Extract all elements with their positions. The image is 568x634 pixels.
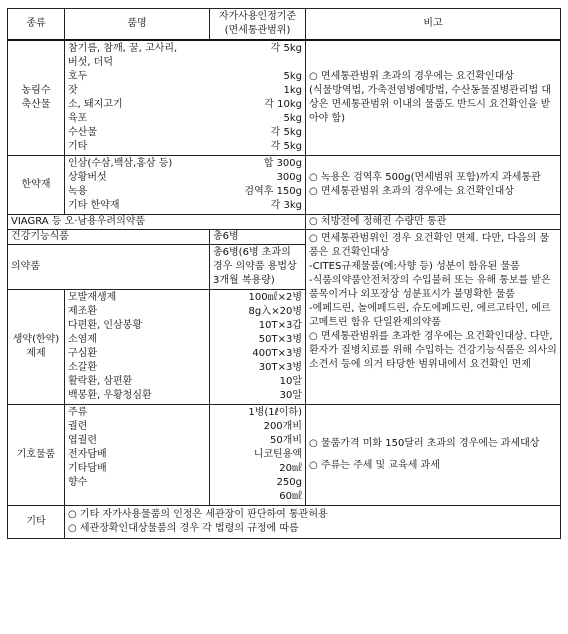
customs-allowance-table: [7, 8, 561, 539]
list-item: 400T×3병: [252, 348, 302, 359]
list-item: 10알: [279, 376, 302, 387]
list-item: 소염제: [68, 334, 97, 345]
list-item: 30T×3병: [258, 362, 302, 373]
list-item: 기타담배: [68, 463, 107, 474]
herbal-section: [8, 156, 561, 215]
list-item: 모발재생제: [68, 292, 117, 303]
agri-section: [8, 40, 561, 156]
list-item: 향수: [68, 477, 88, 488]
list-item: 20㎖: [279, 463, 302, 474]
luxury-section: [8, 405, 561, 506]
list-item: 다편환, 인삼봉황: [68, 320, 142, 331]
list-item: 50T×3병: [258, 334, 302, 345]
herbal-remarks: ○ 녹용은 검역후 500g(면세범위 포함)까지 과세통관 ○ 면세통관범위 초과의 경우에는 요건확인대상: [306, 156, 561, 215]
medicine-items: [65, 290, 210, 405]
list-item: 백봉환, 우황청심환: [68, 390, 152, 401]
list-item: 니코틴용액: [253, 449, 302, 460]
list-item: [68, 490, 206, 504]
list-item: 60㎖: [279, 491, 302, 502]
list-item: 녹용 검역후 150g: [68, 186, 302, 197]
viagra-row: [8, 215, 561, 230]
other-row: [8, 506, 561, 539]
list-item: 200개비: [263, 421, 302, 432]
list-item: 호두 5kg: [68, 71, 302, 82]
health-food-limit: 총6병: [210, 230, 306, 245]
agri-category-line2: 축산물: [21, 99, 51, 110]
header-remarks: 비고: [306, 9, 561, 41]
list-item: 참기름, 참깨, 꿀, 고사리, 각 5kg: [68, 43, 302, 54]
list-item: 육포 5kg: [68, 113, 302, 124]
list-item: 50개비: [269, 435, 302, 446]
list-item: 잣 1kg: [68, 85, 302, 96]
list-item: 250g: [276, 477, 302, 488]
viagra-item: VIAGRA 등 오·남용우려의약품: [8, 215, 306, 230]
luxury-limits: [210, 405, 306, 506]
list-item: 인삼(수삼,백삼,홍삼 등) 합 300g: [68, 158, 302, 169]
list-item: 엽궐련: [68, 435, 97, 446]
agri-category-line1: 농림수: [21, 85, 51, 96]
luxury-remarks: ○ 물품가격 미화 150달러 초과의 경우에는 과세대상 ○ 주류는 주세 및 교육세 과세: [306, 405, 561, 506]
agri-category: [8, 40, 65, 156]
list-item: 구심환: [68, 348, 97, 359]
viagra-remarks: ○ 처방전에 정해진 수량만 통관: [306, 215, 561, 230]
medicine-category: 생약(한약) 제제: [8, 290, 65, 405]
list-item: 기타 각 5kg: [68, 141, 302, 152]
list-item: 10T×3갑: [258, 320, 302, 331]
herbal-category: 한약재: [8, 156, 65, 215]
other-category: 기타: [8, 506, 65, 539]
health-remarks: ○ 면세통관범위인 경우 요건확인 면제. 다만, 다음의 물품은 요건확인대상 -CITES규제물품(예:사향 등) 성분이 함유된 물품 -식품의약품안전처장의 수입불허 또는 유해 통보를 받은 품목이거나 외포장상 성분표시가 불명확한 물품 -에페드린, 놀에페드린, 슈도에페드린, 에르고타민, 에르고메트린 함유 단일완제의약품 ○ 면세통관범위를 초과한 경우에는 요건확인대상. 다만, 환자가 질병치료를 위해 수입하는 건강기능식품은 의사의 소견서 등에 의거 타당한 범위내에서 요건확인 면제: [306, 230, 561, 405]
list-item: 제조환: [68, 306, 97, 317]
pharma-limit: 총6병(6병 초과의 경우 의약품 용법상 3개월 복용량): [210, 245, 306, 290]
header-limit-line2: (면세통관범위): [224, 25, 291, 36]
list-item: 상황버섯 300g: [68, 172, 302, 183]
list-item: 8g入×20병: [248, 306, 302, 317]
header-item: 품명: [65, 9, 210, 41]
pharma-category: 의약품: [8, 245, 210, 290]
list-item: 30알: [279, 390, 302, 401]
luxury-items: [65, 405, 210, 506]
list-item: 활락환, 삼편환: [68, 376, 133, 387]
list-item: 소갈환: [68, 362, 97, 373]
medicine-limits: [210, 290, 306, 405]
agri-items: [65, 40, 306, 156]
luxury-category: 기호물품: [8, 405, 65, 506]
list-item: 주류: [68, 407, 88, 418]
list-item: 궐련: [68, 421, 88, 432]
list-item: 1병(1ℓ이하): [248, 407, 302, 418]
list-item: 전자담배: [68, 449, 107, 460]
header-limit: [210, 9, 306, 41]
list-item: 기타 한약재 각 3kg: [68, 200, 302, 211]
other-notes: ○ 기타 자가사용물품의 인정은 세관장이 판단하여 통관허용 ○ 세관장확인대상물품의 경우 각 법령의 규정에 따름: [65, 506, 561, 539]
list-item: 버섯, 더덕: [68, 57, 113, 68]
agri-remarks: ○ 면세통관범위 초과의 경우에는 요건확인대상 (식물방역법, 가축전염병예방법, 수산동물질병관리법 대상은 면세통관범위 이내의 물품도 반드시 요건확인을 받아야 함): [306, 40, 561, 156]
list-item: 100㎖×2병: [248, 292, 302, 303]
list-item: 수산물 각 5kg: [68, 127, 302, 138]
health-food-row: [8, 230, 561, 245]
herbal-items: [65, 156, 306, 215]
header-category: 종류: [8, 9, 65, 41]
health-food-category: 건강기능식품: [8, 230, 210, 245]
header-row: [8, 9, 561, 41]
header-limit-line1: 자가사용인정기준: [218, 11, 297, 22]
list-item: 소, 돼지고기 각 10kg: [68, 99, 302, 110]
